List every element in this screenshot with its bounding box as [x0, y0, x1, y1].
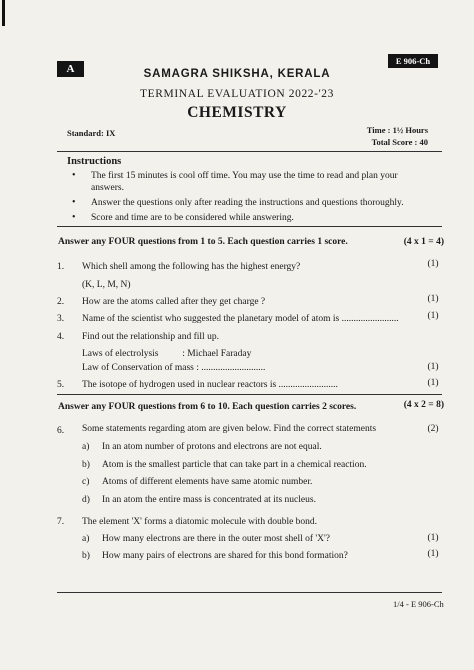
question-mark: (2)	[427, 424, 439, 434]
subject-title: CHEMISTRY	[187, 104, 287, 121]
section2-score: (4 x 2 = 8)	[403, 400, 444, 410]
question-mark: (1)	[427, 294, 439, 304]
question-options: (K, L, M, N)	[82, 280, 131, 290]
question-number: 5.	[57, 380, 65, 390]
divider	[57, 394, 442, 395]
sub-question: a) In an atom number of protons and electrons are not equal.	[82, 442, 322, 452]
total-score-label: Total Score : 40	[371, 137, 428, 147]
question-number: 3.	[57, 314, 65, 324]
question-text: Which shell among the following has the highest energy?	[82, 262, 301, 272]
divider	[57, 592, 442, 593]
organization-title: SAMAGRA SHIKSHA, KERALA	[143, 68, 331, 80]
set-label-badge: A	[57, 61, 84, 77]
sub-question: a) How many electrons are there in the outer most shell of 'X'?	[82, 534, 330, 544]
sub-question: c) Atoms of different elements have same atomic number.	[82, 477, 313, 487]
question-number: 6.	[57, 426, 65, 436]
question-mark: (1)	[427, 362, 439, 372]
time-score-block	[340, 124, 428, 148]
question-number: 1.	[57, 262, 65, 272]
page-footer: 1/4 - E 906-Ch	[393, 599, 444, 609]
instructions-title: Instructions	[67, 156, 122, 167]
section1-heading: Answer any FOUR questions from 1 to 5. Each question carries 1 score.	[58, 237, 348, 247]
time-label: Time : 1½ Hours	[366, 125, 428, 135]
section1-score: (4 x 1 = 4)	[403, 237, 444, 247]
exam-title: TERMINAL EVALUATION 2022-'23	[140, 88, 334, 100]
section2-heading: Answer any FOUR questions from 6 to 10. Each question carries 2 scores.	[58, 402, 357, 412]
question-text: The element 'X' forms a diatomic molecule with double bond.	[82, 517, 318, 527]
sub-question: b) Atom is the smallest particle that can take part in a chemical reaction.	[82, 460, 367, 470]
question-number: 7.	[57, 517, 65, 527]
instruction-item: • The first 15 minutes is cool off time. You may use the time to read and plan your answers.	[72, 170, 398, 193]
question-mark: (1)	[427, 259, 439, 269]
bullet-icon: •	[72, 170, 76, 181]
standard-label: Standard: IX	[67, 128, 116, 138]
question-mark: (1)	[427, 311, 439, 321]
divider	[57, 226, 442, 227]
question-text: Some statements regarding atom are given below. Find the correct statements	[82, 424, 377, 434]
divider	[57, 151, 442, 152]
question-text: The isotope of hydrogen used in nuclear reactors is .........................	[82, 380, 338, 390]
question-line: Law of Conservation of mass : ...........................	[82, 363, 266, 373]
sub-question: b) How many pairs of electrons are shared for this bond formation?	[82, 551, 348, 561]
question-text: Name of the scientist who suggested the planetary model of atom is ........................	[82, 314, 399, 324]
page-edge-mark	[2, 0, 5, 26]
question-text: Find out the relationship and fill up.	[82, 332, 219, 342]
question-mark: (1)	[427, 533, 439, 543]
instruction-item: • Score and time are to be considered while answering.	[72, 212, 294, 223]
instruction-item: • Answer the questions only after reading the instructions and questions thoroughly.	[72, 197, 404, 208]
question-text: How are the atoms called after they get charge ?	[82, 297, 266, 307]
question-number: 4.	[57, 332, 65, 342]
question-number: 2.	[57, 297, 65, 307]
paper-code-badge: E 906-Ch	[388, 54, 438, 68]
question-mark: (1)	[427, 378, 439, 388]
bullet-icon: •	[72, 212, 76, 223]
bullet-icon: •	[72, 197, 76, 208]
question-line: Laws of electrolysis : Michael Faraday	[82, 349, 252, 359]
sub-question: d) In an atom the entire mass is concentrated at its nucleus.	[82, 495, 316, 505]
question-mark: (1)	[427, 549, 439, 559]
